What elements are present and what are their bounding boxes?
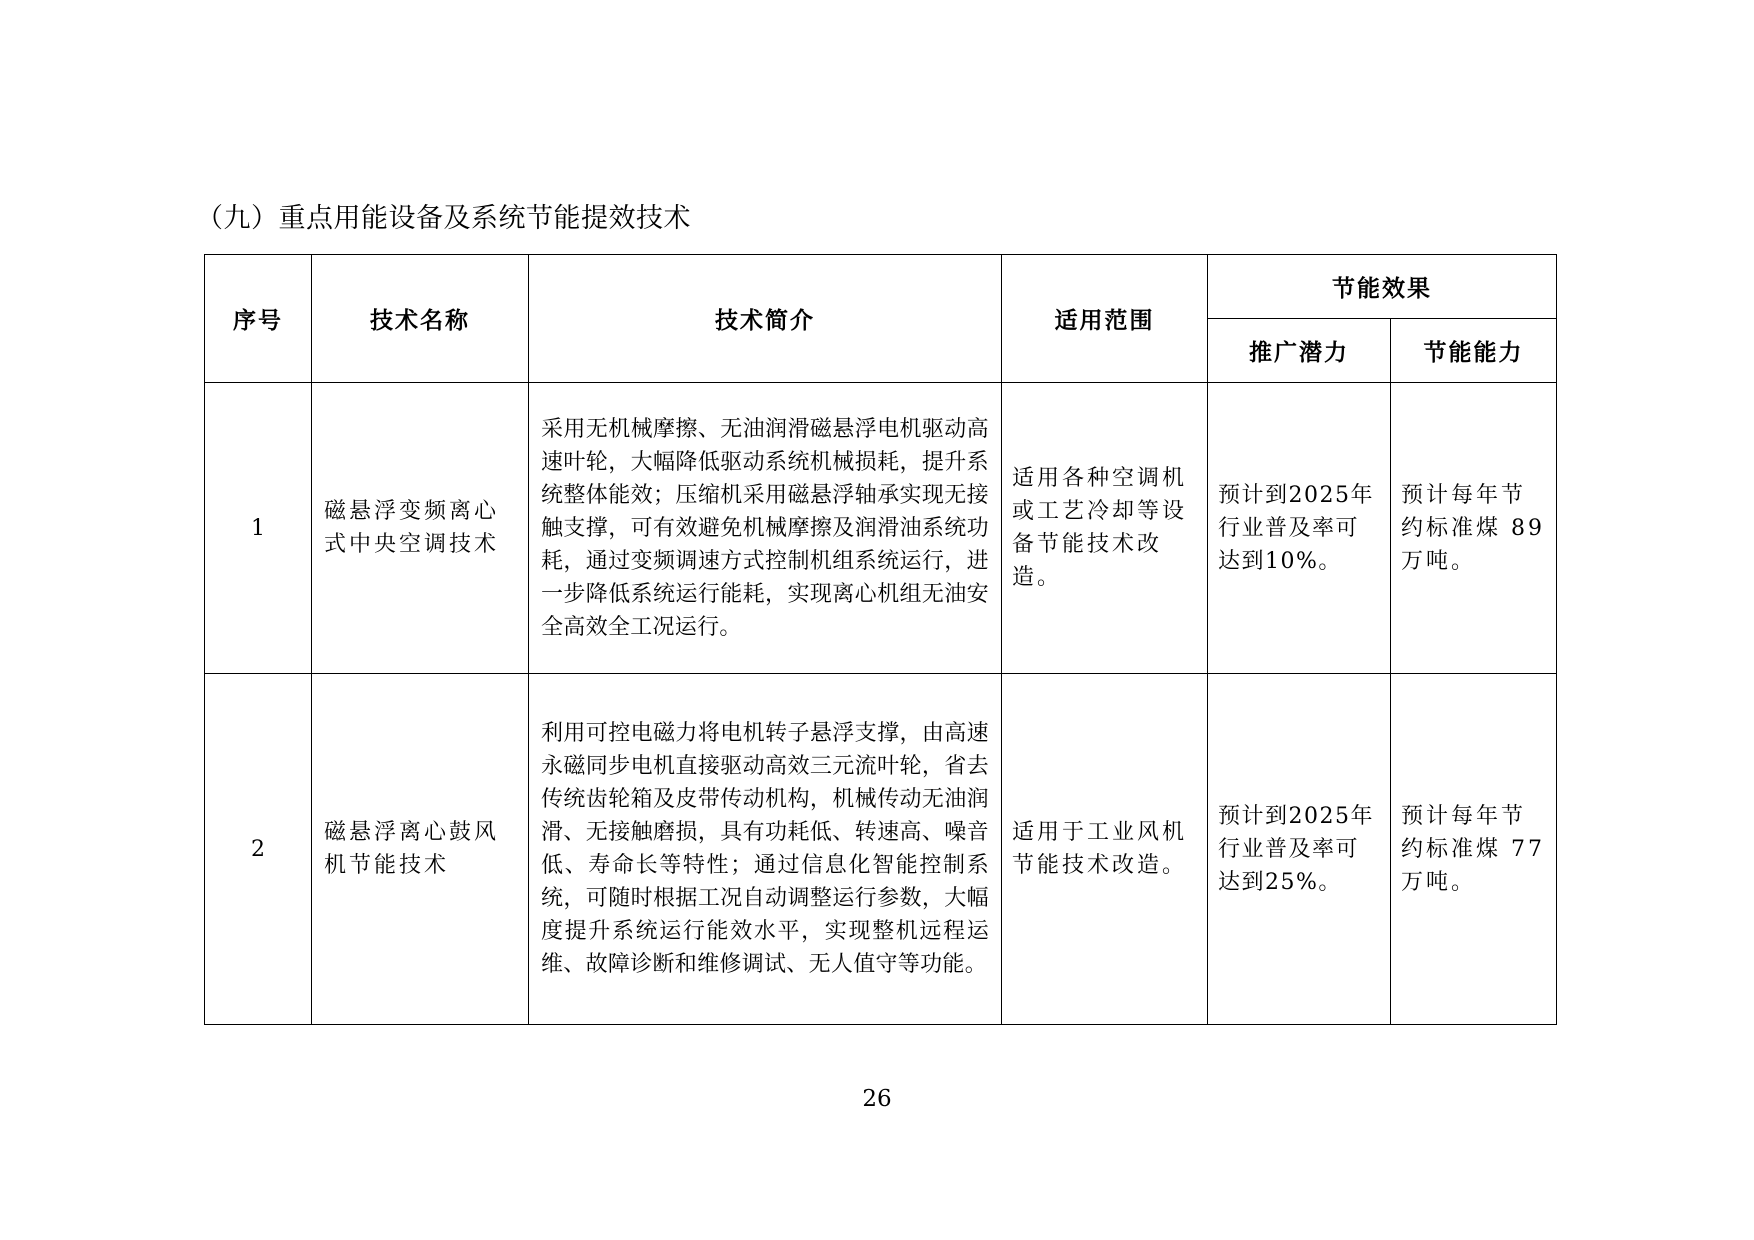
row-seq: 1: [205, 383, 312, 674]
row-tech-intro: 采用无机械摩擦、无油润滑磁悬浮电机驱动高速叶轮，大幅降低驱动系统机械损耗，提升系统整体能效；压缩机采用磁悬浮轴承实现无接触支撑，可有效避免机械摩擦及润滑油系统功耗，通过变频调速方式控制机组系统运行，进一步降低系统运行能耗，实现离心机组无油安全高效全工况运行。: [529, 383, 1002, 674]
header-name: 技术名称: [312, 255, 529, 383]
table-row: [205, 674, 1557, 1025]
row-tech-intro: 利用可控电磁力将电机转子悬浮支撑，由高速永磁同步电机直接驱动高效三元流叶轮，省去传统齿轮箱及皮带传动机构，机械传动无油润滑、无接触磨损，具有功耗低、转速高、噪音低、寿命长等特性；通过信息化智能控制系统，可随时根据工况自动调整运行参数，大幅度提升系统运行能效水平，实现整机远程运维、故障诊断和维修调试、无人值守等功能。: [529, 674, 1002, 1025]
row-seq: 2: [205, 674, 312, 1025]
row-scope: 适用各种空调机或工艺冷却等设备节能技术改造。: [1002, 383, 1208, 674]
row-potential: 预计到2025年行业普及率可达到25%。: [1208, 674, 1391, 1025]
row-tech-name: 磁悬浮变频离心式中央空调技术: [312, 383, 529, 674]
row-scope: 适用于工业风机节能技术改造。: [1002, 674, 1208, 1025]
header-scope: 适用范围: [1002, 255, 1208, 383]
page-number: 26: [862, 1086, 892, 1112]
row-tech-name: 磁悬浮离心鼓风机节能技术: [312, 674, 529, 1025]
header-row: [205, 255, 1557, 319]
technology-table: [204, 254, 1557, 1025]
header-intro: 技术简介: [529, 255, 1002, 383]
header-seq: 序号: [205, 255, 312, 383]
header-capacity: 节能能力: [1391, 319, 1557, 383]
section-title: （九）重点用能设备及系统节能提效技术: [196, 203, 691, 234]
row-potential: 预计到2025年行业普及率可达到10%。: [1208, 383, 1391, 674]
row-capacity: 预计每年节约标准煤 77 万吨。: [1391, 674, 1557, 1025]
row-capacity: 预计每年节约标准煤 89 万吨。: [1391, 383, 1557, 674]
table-row: [205, 383, 1557, 674]
header-effect: 节能效果: [1208, 255, 1557, 319]
header-potential: 推广潜力: [1208, 319, 1391, 383]
